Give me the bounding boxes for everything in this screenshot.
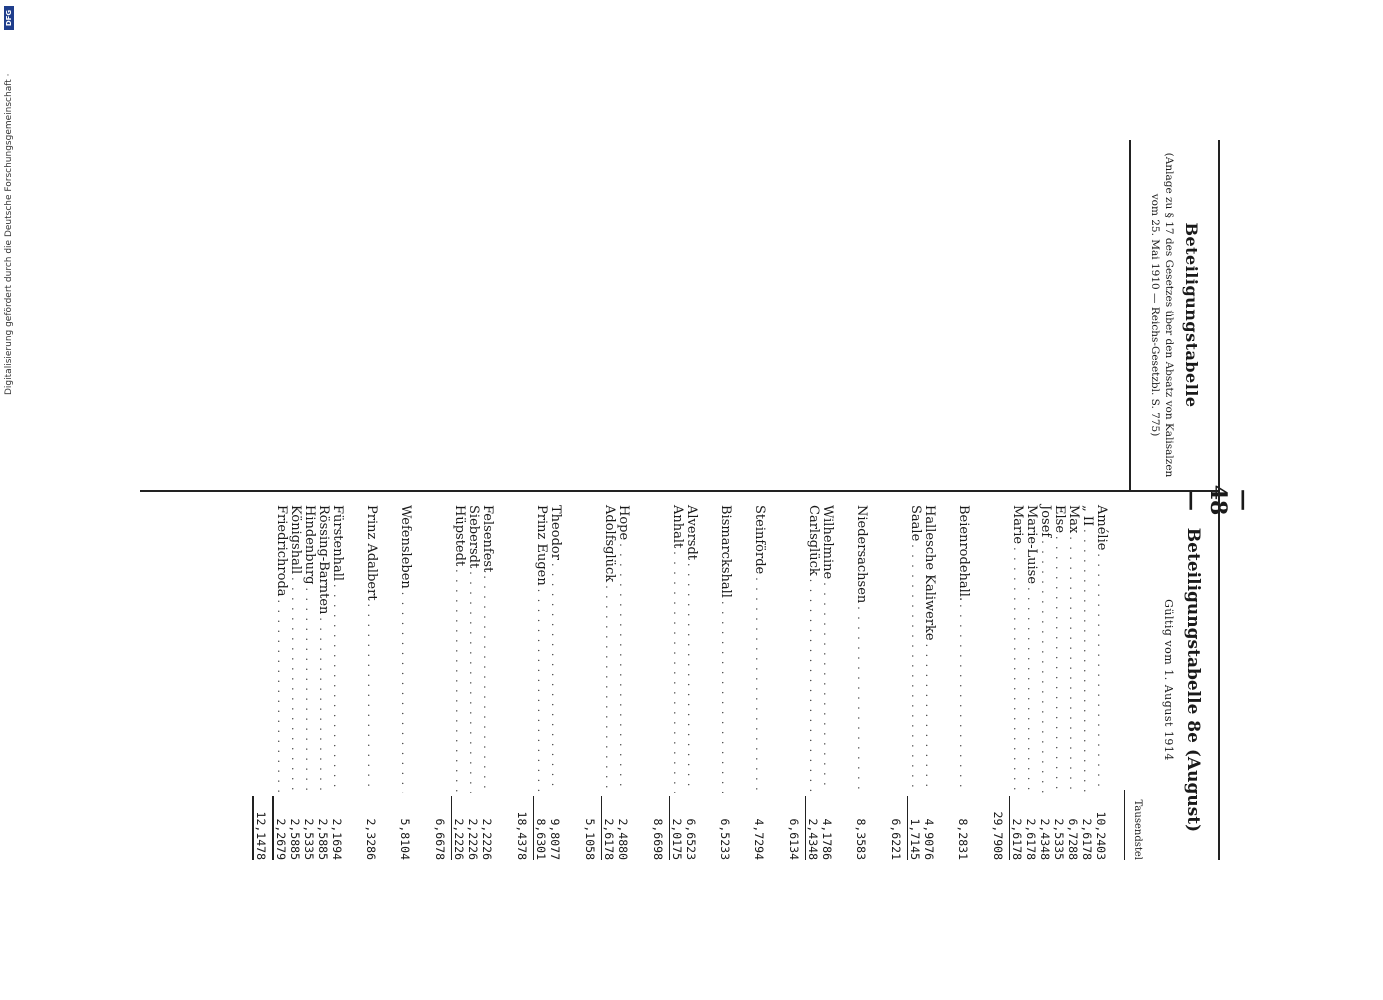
row-label: Friedrichroda xyxy=(274,505,289,597)
dfg-logo: DFG xyxy=(4,6,14,30)
table-row xyxy=(330,505,344,860)
row-label: Max xyxy=(1066,505,1081,534)
table-row xyxy=(274,505,288,860)
leader-dots xyxy=(302,588,316,794)
group-total xyxy=(888,505,908,860)
leader-dots xyxy=(480,575,494,793)
leader-dots xyxy=(316,617,330,793)
group-total xyxy=(582,505,602,860)
row-value: 2,6178 xyxy=(1024,818,1038,860)
top-rule xyxy=(1218,140,1220,860)
leader-dots xyxy=(1052,536,1066,793)
row-value: 2,2226 xyxy=(466,818,480,860)
leader-dots xyxy=(684,563,698,793)
leader-dots xyxy=(1094,553,1108,793)
row-value: 2,0175 xyxy=(670,818,684,860)
table-row xyxy=(1038,505,1052,860)
table-row xyxy=(1080,505,1094,860)
leader-dots xyxy=(548,563,562,793)
row-value: 4,1786 xyxy=(820,818,834,860)
row-label: Felsenfest xyxy=(480,505,495,573)
group-spacer xyxy=(698,505,718,860)
leader-dots xyxy=(922,644,936,793)
row-label: Prinz Adalbert xyxy=(364,505,379,601)
header-rule xyxy=(1124,790,1125,860)
table-row xyxy=(364,505,378,860)
left-title: Beteiligungstabelle xyxy=(1182,222,1201,408)
table-row xyxy=(718,505,732,860)
row-value: 2,2226 xyxy=(480,818,494,860)
group-spacer xyxy=(970,505,990,860)
table-row xyxy=(1066,505,1080,860)
leader-dots xyxy=(288,577,302,793)
group-spacer xyxy=(378,505,398,860)
row-value: 1,7145 xyxy=(908,818,922,860)
row-label: Hallesche Kaliwerke xyxy=(922,505,937,641)
leader-dots xyxy=(398,592,412,793)
row-label: Alversdt xyxy=(684,505,699,561)
leader-dots xyxy=(1066,536,1080,793)
row-label: Wefensleben xyxy=(398,505,413,589)
total-value: 12,1478 xyxy=(252,796,274,860)
row-value: 2,4880 xyxy=(616,818,630,860)
leader-dots xyxy=(854,606,868,793)
row-value: 2,1694 xyxy=(330,818,344,860)
leader-dots xyxy=(330,584,344,793)
row-label: Fürstenhall xyxy=(330,505,345,582)
group-total xyxy=(514,505,534,860)
leader-dots xyxy=(274,600,288,793)
row-value: 8,6301 xyxy=(534,818,548,860)
group-spacer xyxy=(936,505,956,860)
table-row xyxy=(616,505,630,860)
table-row xyxy=(480,505,494,860)
table-row xyxy=(452,505,466,860)
row-value: 8,3583 xyxy=(854,818,868,860)
table-row xyxy=(548,505,562,860)
share-table xyxy=(252,505,1108,860)
leader-dots xyxy=(602,585,616,793)
row-value: 2,6178 xyxy=(602,818,616,860)
credit-strip xyxy=(0,0,20,1000)
leader-dots xyxy=(364,604,378,793)
row-label: Beienrodehall. xyxy=(956,505,971,602)
group-spacer xyxy=(412,505,432,860)
table-row xyxy=(1094,505,1108,860)
group-spacer xyxy=(766,505,786,860)
leader-dots xyxy=(752,577,766,793)
row-label: Prinz Eugen xyxy=(534,505,549,586)
column-header: Tausendstel xyxy=(1132,799,1143,860)
group-spacer xyxy=(630,505,650,860)
row-value: 4,9076 xyxy=(922,818,936,860)
total-value: 8,6698 xyxy=(650,796,670,860)
group-spacer xyxy=(344,505,364,860)
total-value: 18,4378 xyxy=(514,796,534,860)
credit-rotated xyxy=(0,0,20,1000)
row-label: Bismarckshall xyxy=(718,505,733,598)
leader-dots xyxy=(534,589,548,793)
row-value: 6,7288 xyxy=(1066,818,1080,860)
row-value: 9,8077 xyxy=(548,818,562,860)
row-value: 6,5233 xyxy=(718,818,732,860)
table-row xyxy=(534,505,548,860)
page-number: — 48 — xyxy=(1179,484,1257,516)
column-divider xyxy=(140,490,1220,492)
table-row xyxy=(1052,505,1066,860)
table-row xyxy=(820,505,834,860)
leader-dots xyxy=(956,604,970,793)
leader-dots xyxy=(670,551,684,793)
total-value: 6,6221 xyxy=(888,796,908,860)
table-row xyxy=(398,505,412,860)
leader-dots xyxy=(806,579,820,793)
row-value: 2,5885 xyxy=(288,818,302,860)
row-label: Hindenburg xyxy=(302,505,317,585)
row-value: 2,5335 xyxy=(302,818,316,860)
table-row xyxy=(1010,505,1024,860)
row-label: Königshall xyxy=(288,505,303,575)
group-total xyxy=(252,505,274,860)
row-label: Wilhelmine xyxy=(820,505,835,580)
leader-dots xyxy=(820,582,834,793)
group-total xyxy=(432,505,452,860)
table-row xyxy=(684,505,698,860)
row-label: Niedersachsen xyxy=(854,505,869,604)
row-label: Saale xyxy=(908,505,923,542)
total-value: 29,7908 xyxy=(990,796,1010,860)
table-row xyxy=(956,505,970,860)
table-row xyxy=(854,505,868,860)
left-bottom-rule xyxy=(1129,140,1131,490)
table-row xyxy=(752,505,766,860)
leader-dots xyxy=(908,544,922,793)
table-row xyxy=(922,505,936,860)
row-label: Steinförde xyxy=(752,505,767,575)
total-value: 6,6678 xyxy=(432,796,452,860)
row-value: 6,6523 xyxy=(684,818,698,860)
row-label: Amélie xyxy=(1094,505,1109,551)
leader-dots xyxy=(1080,529,1094,793)
row-value: 2,4348 xyxy=(1038,818,1052,860)
row-value: 10,2403 xyxy=(1094,811,1108,860)
total-value: 6,6134 xyxy=(786,796,806,860)
row-value: 2,2679 xyxy=(274,818,288,860)
row-label: Rössing-Barnten xyxy=(316,505,331,615)
table-row xyxy=(806,505,820,860)
group-total xyxy=(650,505,670,860)
row-label: Siebersdt xyxy=(466,505,481,569)
row-value: 8,2831 xyxy=(956,818,970,860)
table-row xyxy=(670,505,684,860)
row-label: Josef xyxy=(1038,505,1053,538)
group-spacer xyxy=(868,505,888,860)
leader-dots xyxy=(1038,540,1052,793)
row-label: Anhalt xyxy=(670,505,685,549)
row-label: Else xyxy=(1052,505,1067,534)
row-label: Carlsglück xyxy=(806,505,821,576)
row-value: 4,7294 xyxy=(752,818,766,860)
leader-dots xyxy=(718,601,732,793)
row-label: Marie xyxy=(1010,505,1025,545)
row-label: Marie-Luise xyxy=(1024,505,1039,585)
leader-dots xyxy=(616,543,630,793)
table-title: Beteiligungstabelle 8e (August) xyxy=(1183,527,1203,833)
table-row xyxy=(288,505,302,860)
row-value: 2,5885 xyxy=(316,818,330,860)
table-row xyxy=(602,505,616,860)
row-value: 2,2226 xyxy=(452,818,466,860)
group-total xyxy=(786,505,806,860)
leader-dots xyxy=(466,571,480,793)
table-row xyxy=(316,505,330,860)
leader-dots xyxy=(1010,547,1024,793)
row-label: „ II xyxy=(1080,505,1095,527)
credit-text: Digitalisierung gefördert durch die Deutsche Forschungsgemeinschaft · xyxy=(4,73,14,395)
table-row xyxy=(466,505,480,860)
row-value: 2,6178 xyxy=(1080,818,1094,860)
group-spacer xyxy=(834,505,854,860)
group-total xyxy=(990,505,1010,860)
row-label: Hope xyxy=(616,505,631,541)
row-label: Adolfsglück xyxy=(602,505,617,583)
row-label: Theodor xyxy=(548,505,563,560)
row-value: 2,3286 xyxy=(364,818,378,860)
row-value: 2,5335 xyxy=(1052,818,1066,860)
leader-dots xyxy=(1024,587,1038,793)
table-row xyxy=(302,505,316,860)
table-row xyxy=(908,505,922,860)
table-row xyxy=(1024,505,1038,860)
leader-dots xyxy=(452,569,466,793)
row-value: 2,4348 xyxy=(806,818,820,860)
row-value: 5,8104 xyxy=(398,818,412,860)
group-spacer xyxy=(494,505,514,860)
group-spacer xyxy=(562,505,582,860)
row-label: Hüpstedt xyxy=(452,505,467,567)
row-value: 2,6178 xyxy=(1010,818,1024,860)
group-spacer xyxy=(732,505,752,860)
left-subtitle-2: vom 25. Mai 1910 — Reichs-Gesetzbl. S. 775) xyxy=(1149,193,1161,437)
total-value: 5,1058 xyxy=(582,796,602,860)
left-subtitle-1: (Anlage zu § 17 des Gesetzes über den Absatz von Kalisalzen xyxy=(1163,152,1175,478)
valid-from: Gültig vom 1. August 1914 xyxy=(1162,599,1175,761)
